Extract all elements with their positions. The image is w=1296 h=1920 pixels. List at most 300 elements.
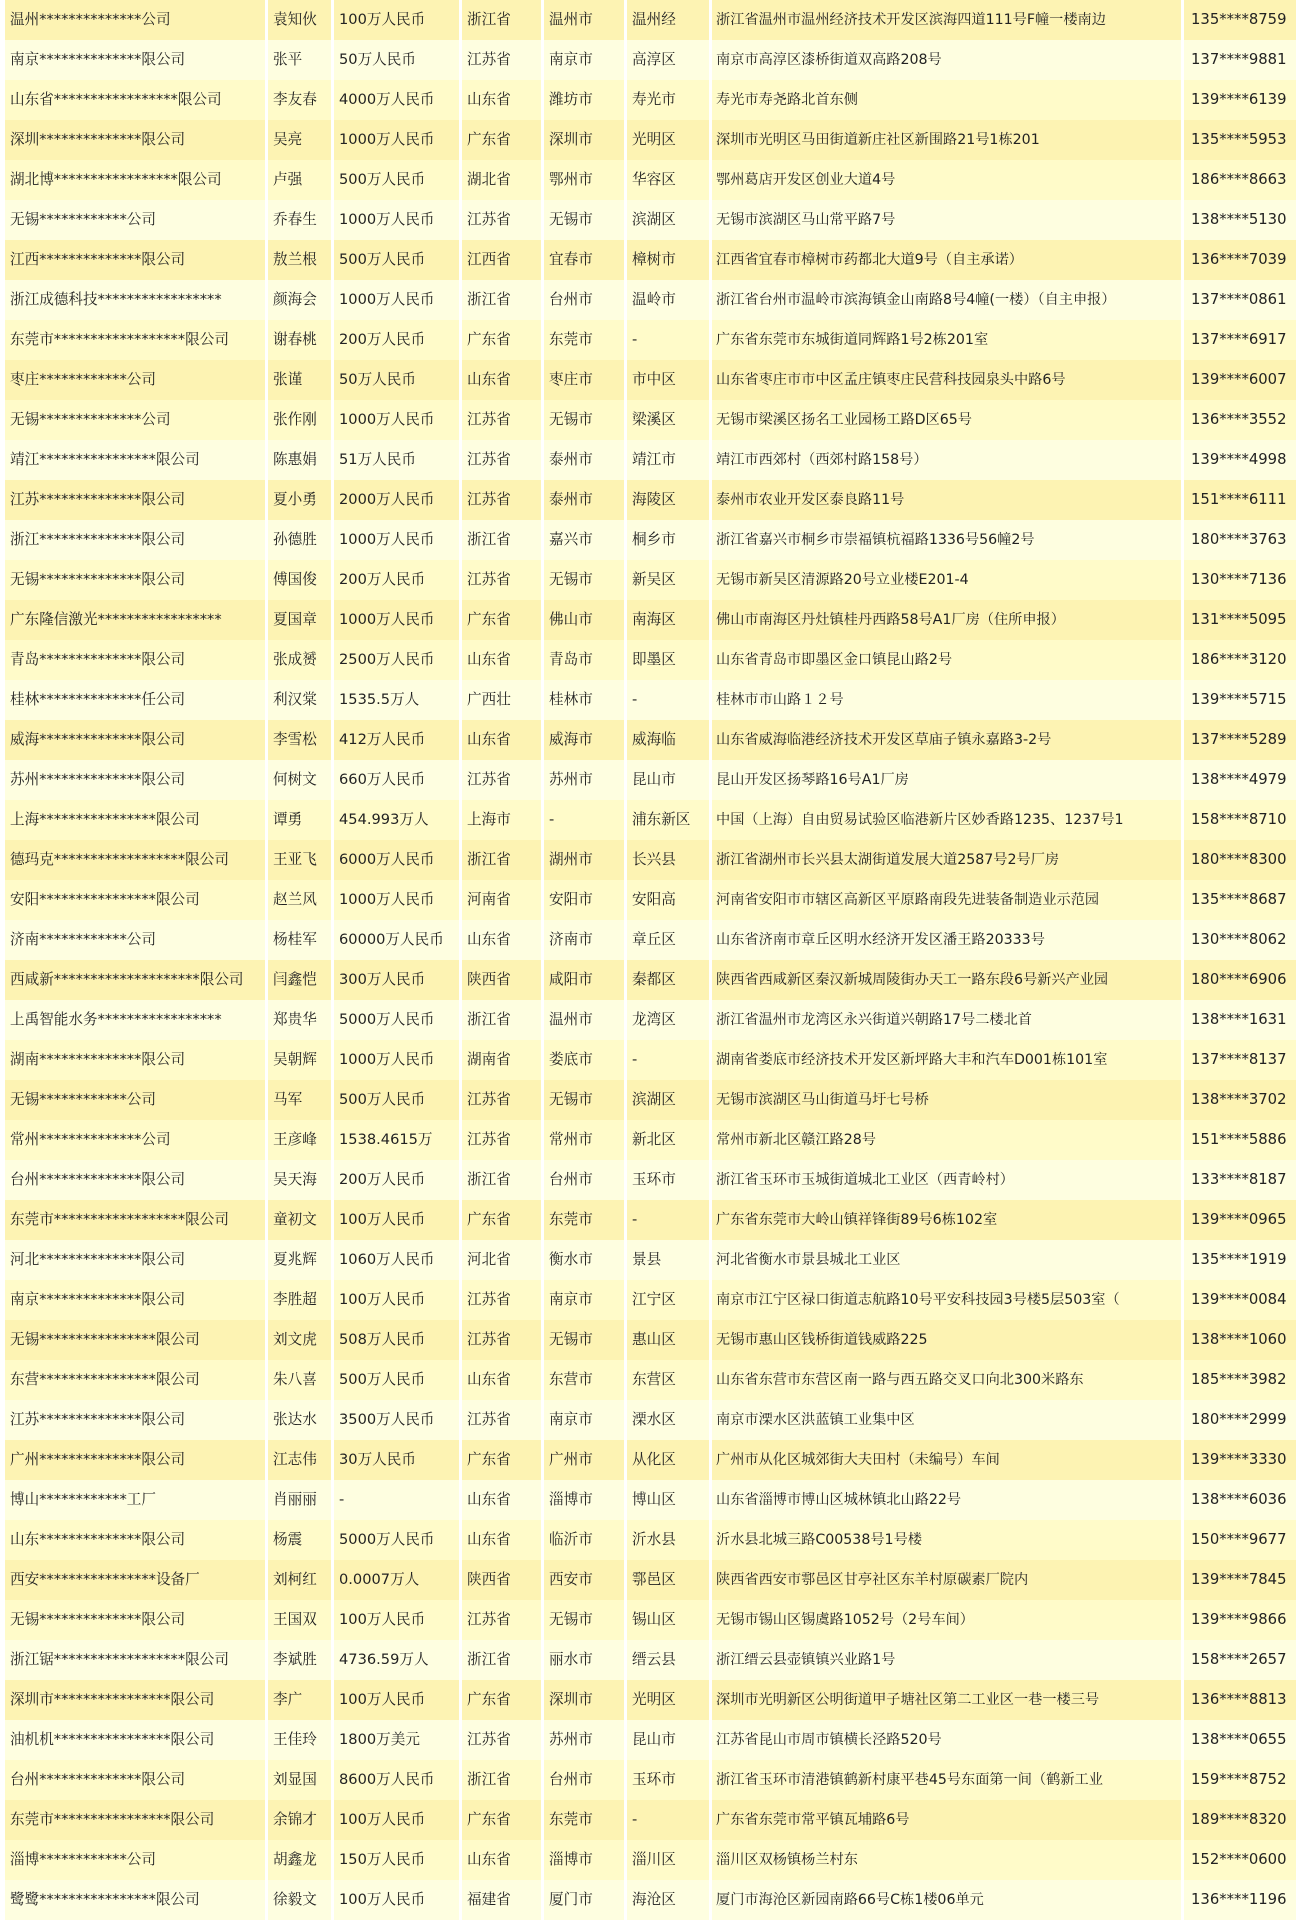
phone-cell: 137****5289 (1184, 720, 1296, 760)
district-cell: 光明区 (627, 1680, 709, 1720)
district-cell: - (627, 1200, 709, 1240)
table-row[interactable] (5, 720, 1287, 760)
registered-capital-cell: 100万人民币 (334, 1600, 459, 1640)
phone-cell: 158****2657 (1184, 1640, 1296, 1680)
phone-cell: 130****7136 (1184, 560, 1296, 600)
phone-cell: 186****3120 (1184, 640, 1296, 680)
legal-person-cell: 利汉棠 (268, 680, 331, 720)
address-cell: 广东省东莞市东城街道同辉路1号2栋201室 (712, 320, 1181, 360)
table-row[interactable] (5, 1040, 1287, 1080)
province-cell: 湖北省 (462, 160, 541, 200)
province-cell: 江苏省 (462, 760, 541, 800)
registered-capital-cell: 4000万人民币 (334, 80, 459, 120)
registered-capital-cell: 100万人民币 (334, 1680, 459, 1720)
company-name-cell: 上海****************限公司 (5, 800, 265, 840)
city-cell: 常州市 (544, 1120, 624, 1160)
registered-capital-cell: 200万人民币 (334, 560, 459, 600)
company-name-cell: 深圳市****************限公司 (5, 1680, 265, 1720)
address-cell: 浙江缙云县壶镇镇兴业路1号 (712, 1640, 1181, 1680)
company-name-cell: 河北**************限公司 (5, 1240, 265, 1280)
table-row[interactable] (5, 200, 1287, 240)
district-cell: 秦都区 (627, 960, 709, 1000)
table-row[interactable] (5, 1760, 1287, 1800)
phone-cell: 137****9881 (1184, 40, 1296, 80)
address-cell: 浙江省台州市温岭市滨海镇金山南路8号4幢(一楼）（自主申报） (712, 280, 1181, 320)
city-cell: 深圳市 (544, 120, 624, 160)
address-cell: 深圳市光明区马田街道新庄社区新围路21号1栋201 (712, 120, 1181, 160)
address-cell: 山东省东营市东营区南一路与西五路交叉口向北300米路东 (712, 1360, 1181, 1400)
city-cell: 无锡市 (544, 200, 624, 240)
legal-person-cell: 徐毅文 (268, 1880, 331, 1920)
legal-person-cell: 李胜超 (268, 1280, 331, 1320)
legal-person-cell: 陈惠娟 (268, 440, 331, 480)
legal-person-cell: 肖丽丽 (268, 1480, 331, 1520)
province-cell: 浙江省 (462, 280, 541, 320)
table-row[interactable] (5, 1160, 1287, 1200)
phone-cell: 135****8687 (1184, 880, 1296, 920)
district-cell: 玉环市 (627, 1160, 709, 1200)
address-cell: 广东省东莞市大岭山镇祥锋街89号6栋102室 (712, 1200, 1181, 1240)
phone-cell: 138****4979 (1184, 760, 1296, 800)
city-cell: 广州市 (544, 1440, 624, 1480)
legal-person-cell: 王佳玲 (268, 1720, 331, 1760)
registered-capital-cell: 8600万人民币 (334, 1760, 459, 1800)
district-cell: 海沧区 (627, 1880, 709, 1920)
table-row[interactable] (5, 1640, 1287, 1680)
address-cell: 无锡市新吴区清源路20号立业楼E201-4 (712, 560, 1181, 600)
legal-person-cell: 夏兆辉 (268, 1240, 331, 1280)
city-cell: 宜春市 (544, 240, 624, 280)
table-row[interactable] (5, 960, 1287, 1000)
table-row[interactable] (5, 1840, 1287, 1880)
company-name-cell: 常州**************公司 (5, 1120, 265, 1160)
province-cell: 山东省 (462, 1480, 541, 1520)
province-cell: 江苏省 (462, 1720, 541, 1760)
legal-person-cell: 敖兰根 (268, 240, 331, 280)
registered-capital-cell: 300万人民币 (334, 960, 459, 1000)
phone-cell: 139****5715 (1184, 680, 1296, 720)
phone-cell: 135****8759 (1184, 0, 1296, 40)
table-row[interactable] (5, 560, 1287, 600)
company-name-cell: 山东**************限公司 (5, 1520, 265, 1560)
province-cell: 山东省 (462, 1520, 541, 1560)
registered-capital-cell: 200万人民币 (334, 320, 459, 360)
table-row[interactable] (5, 880, 1287, 920)
phone-cell: 136****7039 (1184, 240, 1296, 280)
legal-person-cell: 王国双 (268, 1600, 331, 1640)
province-cell: 江苏省 (462, 560, 541, 600)
province-cell: 陕西省 (462, 960, 541, 1000)
table-row[interactable] (5, 1320, 1287, 1360)
phone-cell: 139****0965 (1184, 1200, 1296, 1240)
address-cell: 淄川区双杨镇杨兰村东 (712, 1840, 1181, 1880)
company-name-cell: 无锡**************限公司 (5, 560, 265, 600)
city-cell: 深圳市 (544, 1680, 624, 1720)
city-cell: 东营市 (544, 1360, 624, 1400)
legal-person-cell: 卢强 (268, 160, 331, 200)
company-name-cell: 上禹智能水务***************** (5, 1000, 265, 1040)
table-row[interactable] (5, 1600, 1287, 1640)
table-row[interactable] (5, 1560, 1287, 1600)
province-cell: 广东省 (462, 1440, 541, 1480)
registered-capital-cell: 1000万人民币 (334, 600, 459, 640)
address-cell: 山东省青岛市即墨区金口镇昆山路2号 (712, 640, 1181, 680)
phone-cell: 138****5130 (1184, 200, 1296, 240)
legal-person-cell: 张成赟 (268, 640, 331, 680)
legal-person-cell: 王亚飞 (268, 840, 331, 880)
district-cell: 滨湖区 (627, 1080, 709, 1120)
province-cell: 山东省 (462, 640, 541, 680)
company-name-cell: 东莞市****************限公司 (5, 1800, 265, 1840)
table-row[interactable] (5, 1200, 1287, 1240)
table-row[interactable] (5, 1480, 1287, 1520)
province-cell: 山东省 (462, 1840, 541, 1880)
table-row[interactable] (5, 1800, 1287, 1840)
legal-person-cell: 江志伟 (268, 1440, 331, 1480)
table-row[interactable] (5, 240, 1287, 280)
phone-cell: 151****6111 (1184, 480, 1296, 520)
company-name-cell: 浙江**************限公司 (5, 520, 265, 560)
table-row[interactable] (5, 760, 1287, 800)
city-cell: 南京市 (544, 40, 624, 80)
district-cell: 高淳区 (627, 40, 709, 80)
company-name-cell: 浙江成德科技***************** (5, 280, 265, 320)
address-cell: 浙江省嘉兴市桐乡市崇福镇杭福路1336号56幢2号 (712, 520, 1181, 560)
table-row[interactable] (5, 1240, 1287, 1280)
table-row[interactable] (5, 1080, 1287, 1120)
registered-capital-cell: 51万人民币 (334, 440, 459, 480)
table-row[interactable] (5, 120, 1287, 160)
province-cell: 江苏省 (462, 1080, 541, 1120)
company-name-cell: 安阳****************限公司 (5, 880, 265, 920)
district-cell: - (627, 320, 709, 360)
province-cell: 山东省 (462, 720, 541, 760)
province-cell: 山东省 (462, 1360, 541, 1400)
table-row[interactable] (5, 1400, 1287, 1440)
address-cell: 昆山开发区扬琴路16号A1厂房 (712, 760, 1181, 800)
company-name-cell: 广东隆信激光***************** (5, 600, 265, 640)
address-cell: 无锡市滨湖区马山街道马圩七号桥 (712, 1080, 1181, 1120)
table-row[interactable] (5, 440, 1287, 480)
province-cell: 湖南省 (462, 1040, 541, 1080)
table-row[interactable] (5, 600, 1287, 640)
city-cell: 娄底市 (544, 1040, 624, 1080)
city-cell: 鄂州市 (544, 160, 624, 200)
city-cell: 无锡市 (544, 1600, 624, 1640)
phone-cell: 139****7845 (1184, 1560, 1296, 1600)
city-cell: 苏州市 (544, 760, 624, 800)
table-row[interactable] (5, 1520, 1287, 1560)
province-cell: 广东省 (462, 120, 541, 160)
table-row[interactable] (5, 1360, 1287, 1400)
legal-person-cell: 傅国俊 (268, 560, 331, 600)
province-cell: 广西壮 (462, 680, 541, 720)
table-row[interactable] (5, 400, 1287, 440)
company-name-cell: 深圳**************限公司 (5, 120, 265, 160)
registered-capital-cell: 100万人民币 (334, 1280, 459, 1320)
address-cell: 中国（上海）自由贸易试验区临港新片区妙香路1235、1237号1 (712, 800, 1181, 840)
legal-person-cell: 袁知伙 (268, 0, 331, 40)
city-cell: 台州市 (544, 1160, 624, 1200)
registered-capital-cell: 500万人民币 (334, 160, 459, 200)
phone-cell: 138****0655 (1184, 1720, 1296, 1760)
table-row[interactable] (5, 840, 1287, 880)
registered-capital-cell: 100万人民币 (334, 1200, 459, 1240)
address-cell: 河南省安阳市市辖区高新区平原路南段先进装备制造业示范园 (712, 880, 1181, 920)
district-cell: 南海区 (627, 600, 709, 640)
phone-cell: 180****3763 (1184, 520, 1296, 560)
table-row[interactable] (5, 1680, 1287, 1720)
phone-cell: 131****5095 (1184, 600, 1296, 640)
legal-person-cell: 夏国章 (268, 600, 331, 640)
city-cell: 泰州市 (544, 440, 624, 480)
city-cell: 枣庄市 (544, 360, 624, 400)
company-name-cell: 广州**************限公司 (5, 1440, 265, 1480)
address-cell: 山东省淄博市博山区城林镇北山路22号 (712, 1480, 1181, 1520)
legal-person-cell: 谭勇 (268, 800, 331, 840)
address-cell: 广州市从化区城郊街大夫田村（未编号）车间 (712, 1440, 1181, 1480)
table-row[interactable] (5, 1880, 1287, 1920)
province-cell: 江苏省 (462, 400, 541, 440)
phone-cell: 135****5953 (1184, 120, 1296, 160)
district-cell: 昆山市 (627, 1720, 709, 1760)
table-row[interactable] (5, 640, 1287, 680)
table-row[interactable] (5, 160, 1287, 200)
company-name-cell: 淄博************公司 (5, 1840, 265, 1880)
district-cell: 安阳高 (627, 880, 709, 920)
address-cell: 山东省威海临港经济技术开发区草庙子镇永嘉路3-2号 (712, 720, 1181, 760)
district-cell: 滨湖区 (627, 200, 709, 240)
address-cell: 深圳市光明新区公明街道甲子塘社区第二工业区一巷一楼三号 (712, 1680, 1181, 1720)
district-cell: 梁溪区 (627, 400, 709, 440)
address-cell: 常州市新北区赣江路28号 (712, 1120, 1181, 1160)
city-cell: 济南市 (544, 920, 624, 960)
province-cell: 江苏省 (462, 440, 541, 480)
city-cell: 台州市 (544, 1760, 624, 1800)
table-row[interactable] (5, 40, 1287, 80)
district-cell: 华容区 (627, 160, 709, 200)
province-cell: 广东省 (462, 600, 541, 640)
phone-cell: 180****6906 (1184, 960, 1296, 1000)
province-cell: 浙江省 (462, 520, 541, 560)
province-cell: 山东省 (462, 80, 541, 120)
phone-cell: 158****8710 (1184, 800, 1296, 840)
legal-person-cell: 夏小勇 (268, 480, 331, 520)
company-name-cell: 湖南**************限公司 (5, 1040, 265, 1080)
company-name-cell: 济南************公司 (5, 920, 265, 960)
legal-person-cell: 颜海会 (268, 280, 331, 320)
legal-person-cell: 杨桂军 (268, 920, 331, 960)
district-cell: 长兴县 (627, 840, 709, 880)
phone-cell: 180****2999 (1184, 1400, 1296, 1440)
company-name-cell: 江苏**************限公司 (5, 480, 265, 520)
city-cell: 台州市 (544, 280, 624, 320)
province-cell: 江苏省 (462, 1280, 541, 1320)
registered-capital-cell: 500万人民币 (334, 240, 459, 280)
address-cell: 广东省东莞市常平镇瓦埔路6号 (712, 1800, 1181, 1840)
phone-cell: 139****9866 (1184, 1600, 1296, 1640)
registered-capital-cell: 1000万人民币 (334, 520, 459, 560)
city-cell: 咸阳市 (544, 960, 624, 1000)
city-cell: 无锡市 (544, 1080, 624, 1120)
registered-capital-cell: 1800万美元 (334, 1720, 459, 1760)
legal-person-cell: 吴天海 (268, 1160, 331, 1200)
address-cell: 无锡市滨湖区马山常平路7号 (712, 200, 1181, 240)
phone-cell: 139****3330 (1184, 1440, 1296, 1480)
province-cell: 上海市 (462, 800, 541, 840)
city-cell: 淄博市 (544, 1480, 624, 1520)
city-cell: 衡水市 (544, 1240, 624, 1280)
province-cell: 山东省 (462, 920, 541, 960)
company-name-cell: 东营****************限公司 (5, 1360, 265, 1400)
phone-cell: 137****8137 (1184, 1040, 1296, 1080)
province-cell: 江西省 (462, 240, 541, 280)
registered-capital-cell: 1000万人民币 (334, 1040, 459, 1080)
legal-person-cell: 张达水 (268, 1400, 331, 1440)
province-cell: 浙江省 (462, 1000, 541, 1040)
legal-person-cell: 张谨 (268, 360, 331, 400)
district-cell: 温州经 (627, 0, 709, 40)
table-row[interactable] (5, 320, 1287, 360)
address-cell: 湖南省娄底市经济技术开发区新坪路大丰和汽车D001栋101室 (712, 1040, 1181, 1080)
province-cell: 陕西省 (462, 1560, 541, 1600)
table-row[interactable] (5, 1720, 1287, 1760)
table-row[interactable] (5, 1280, 1287, 1320)
address-cell: 南京市高淳区漆桥街道双高路208号 (712, 40, 1181, 80)
district-cell: 景县 (627, 1240, 709, 1280)
province-cell: 广东省 (462, 1680, 541, 1720)
province-cell: 浙江省 (462, 1640, 541, 1680)
district-cell: 从化区 (627, 1440, 709, 1480)
city-cell: 南京市 (544, 1280, 624, 1320)
table-row[interactable] (5, 360, 1287, 400)
legal-person-cell: 孙德胜 (268, 520, 331, 560)
province-cell: 江苏省 (462, 480, 541, 520)
legal-person-cell: 谢春桃 (268, 320, 331, 360)
table-row[interactable] (5, 520, 1287, 560)
legal-person-cell: 王彦峰 (268, 1120, 331, 1160)
phone-cell: 189****8320 (1184, 1800, 1296, 1840)
legal-person-cell: 张作刚 (268, 400, 331, 440)
company-name-cell: 台州**************限公司 (5, 1760, 265, 1800)
company-name-cell: 台州**************限公司 (5, 1160, 265, 1200)
address-cell: 厦门市海沧区新园南路66号C栋1楼06单元 (712, 1880, 1181, 1920)
address-cell: 佛山市南海区丹灶镇桂丹西路58号A1厂房（住所申报） (712, 600, 1181, 640)
address-cell: 泰州市农业开发区泰良路11号 (712, 480, 1181, 520)
phone-cell: 137****0861 (1184, 280, 1296, 320)
company-name-cell: 无锡**************公司 (5, 400, 265, 440)
registered-capital-cell: 60000万人民币 (334, 920, 459, 960)
province-cell: 山东省 (462, 360, 541, 400)
phone-cell: 136****3552 (1184, 400, 1296, 440)
address-cell: 浙江省玉环市清港镇鹤新村康平巷45号东面第一间（鹤新工业 (712, 1760, 1181, 1800)
district-cell: 即墨区 (627, 640, 709, 680)
phone-cell: 152****0600 (1184, 1840, 1296, 1880)
company-name-cell: 南京**************限公司 (5, 40, 265, 80)
district-cell: 新北区 (627, 1120, 709, 1160)
table-row[interactable] (5, 280, 1287, 320)
company-name-cell: 东莞市******************限公司 (5, 320, 265, 360)
address-cell: 南京市溧水区洪蓝镇工业集中区 (712, 1400, 1181, 1440)
address-cell: 陕西省西咸新区秦汉新城周陵街办天工一路东段6号新兴产业园 (712, 960, 1181, 1000)
district-cell: 章丘区 (627, 920, 709, 960)
table-row[interactable] (5, 1120, 1287, 1160)
district-cell: 溧水区 (627, 1400, 709, 1440)
phone-cell: 138****3702 (1184, 1080, 1296, 1120)
registered-capital-cell: 508万人民币 (334, 1320, 459, 1360)
district-cell: 龙湾区 (627, 1000, 709, 1040)
phone-cell: 138****1631 (1184, 1000, 1296, 1040)
address-cell: 无锡市惠山区钱桥街道钱威路225 (712, 1320, 1181, 1360)
table-row[interactable] (5, 1440, 1287, 1480)
city-cell: 威海市 (544, 720, 624, 760)
table-row[interactable] (5, 480, 1287, 520)
legal-person-cell: 何树文 (268, 760, 331, 800)
province-cell: 福建省 (462, 1880, 541, 1920)
table-row[interactable] (5, 920, 1287, 960)
address-cell: 寿光市寿尧路北首东侧 (712, 80, 1181, 120)
province-cell: 江苏省 (462, 1400, 541, 1440)
address-cell: 鄂州葛店开发区创业大道4号 (712, 160, 1181, 200)
phone-cell: 159****8752 (1184, 1760, 1296, 1800)
table-row[interactable] (5, 0, 1287, 40)
company-table (5, 0, 1287, 1920)
table-row[interactable] (5, 680, 1287, 720)
company-name-cell: 浙江锯******************限公司 (5, 1640, 265, 1680)
city-cell: 东莞市 (544, 1800, 624, 1840)
registered-capital-cell: 412万人民币 (334, 720, 459, 760)
registered-capital-cell: 4736.59万人 (334, 1640, 459, 1680)
city-cell: 泰州市 (544, 480, 624, 520)
company-name-cell: 江西**************限公司 (5, 240, 265, 280)
city-cell: 佛山市 (544, 600, 624, 640)
registered-capital-cell: 1000万人民币 (334, 880, 459, 920)
table-row[interactable] (5, 1000, 1287, 1040)
city-cell: 温州市 (544, 1000, 624, 1040)
phone-cell: 130****8062 (1184, 920, 1296, 960)
province-cell: 江苏省 (462, 1320, 541, 1360)
city-cell: 苏州市 (544, 1720, 624, 1760)
district-cell: 沂水县 (627, 1520, 709, 1560)
address-cell: 沂水县北城三路C00538号1号楼 (712, 1520, 1181, 1560)
registered-capital-cell: - (334, 1480, 459, 1520)
company-name-cell: 苏州**************限公司 (5, 760, 265, 800)
address-cell: 山东省济南市章丘区明水经济开发区潘王路20333号 (712, 920, 1181, 960)
province-cell: 浙江省 (462, 840, 541, 880)
legal-person-cell: 朱八喜 (268, 1360, 331, 1400)
district-cell: 浦东新区 (627, 800, 709, 840)
city-cell: 临沂市 (544, 1520, 624, 1560)
city-cell: 东莞市 (544, 320, 624, 360)
legal-person-cell: 杨震 (268, 1520, 331, 1560)
registered-capital-cell: 500万人民币 (334, 1080, 459, 1120)
address-cell: 陕西省西安市鄠邑区甘亭社区东羊村原碳素厂院内 (712, 1560, 1181, 1600)
legal-person-cell: 吴朝辉 (268, 1040, 331, 1080)
district-cell: 寿光市 (627, 80, 709, 120)
district-cell: 淄川区 (627, 1840, 709, 1880)
province-cell: 江苏省 (462, 1120, 541, 1160)
registered-capital-cell: 2000万人民币 (334, 480, 459, 520)
phone-cell: 136****1196 (1184, 1880, 1296, 1920)
legal-person-cell: 胡鑫龙 (268, 1840, 331, 1880)
district-cell: 缙云县 (627, 1640, 709, 1680)
table-row[interactable] (5, 80, 1287, 120)
table-row[interactable] (5, 800, 1287, 840)
city-cell: 西安市 (544, 1560, 624, 1600)
address-cell: 江苏省昆山市周市镇横长泾路520号 (712, 1720, 1181, 1760)
company-name-cell: 温州**************公司 (5, 0, 265, 40)
address-cell: 靖江市西郊村（西郊村路158号） (712, 440, 1181, 480)
